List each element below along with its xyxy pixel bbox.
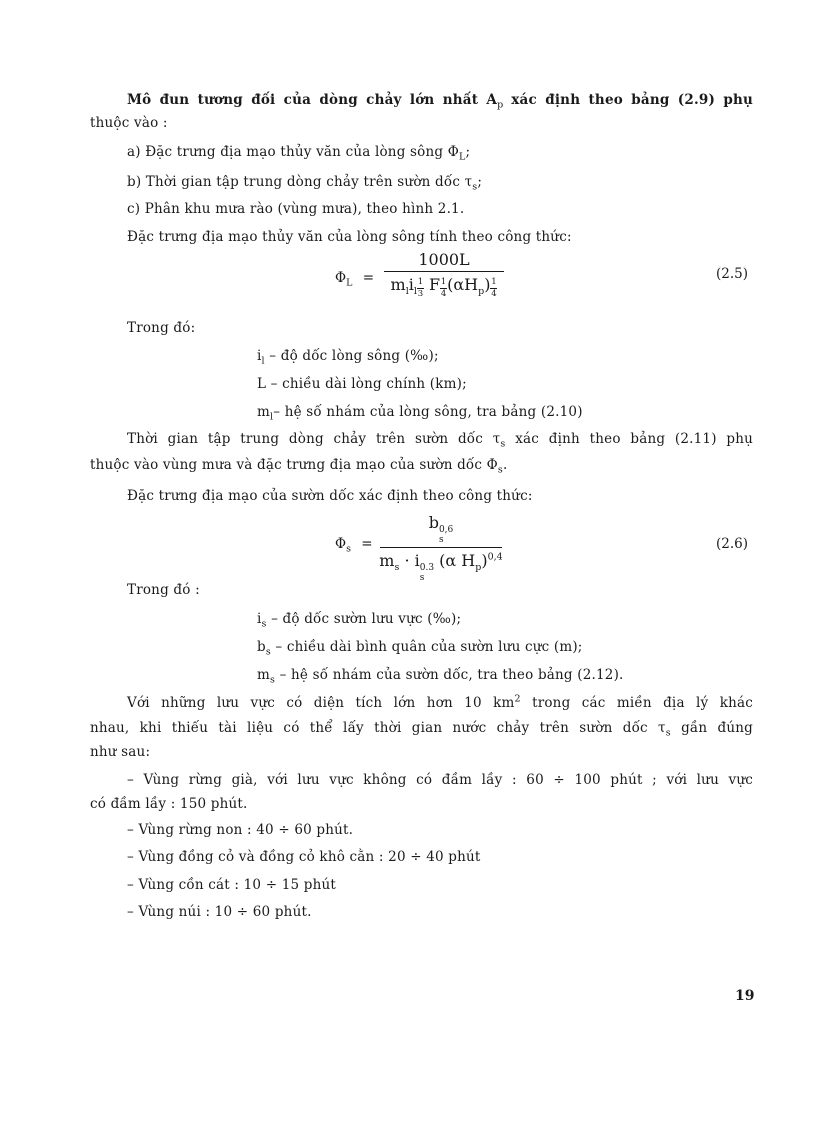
definition-m-s: $m_s$ – hệ số nhám của sườn dốc, tra theo bảng (2.12). — [257, 667, 624, 686]
where-label-2: Trong đó : — [127, 582, 200, 598]
paragraph-3-line-1: Thời gian tập trung dòng chảy trên sườn dốc $\tau_s$ xác định theo bảng (2.11) phụ — [127, 431, 754, 450]
equation-2-6-number: (2.6) — [716, 536, 749, 552]
list-item: – Vùng đồng cỏ và đồng cỏ khô cằn : 20 ÷ 40 phút — [127, 849, 481, 865]
list-item: – Vùng rừng già, với lưu vực không có đầm lầy : 60 ÷ 100 phút ; với lưu vực — [127, 772, 753, 788]
equation-2-6-fraction — [380, 513, 502, 583]
definition-L: L – chiều dài lòng chính (km); — [257, 376, 467, 392]
list-item-continuation: có đầm lầy : 150 phút. — [90, 796, 248, 812]
equation-2-5-fraction — [384, 250, 504, 299]
list-item: – Vùng cồn cát : 10 ÷ 15 phút — [127, 877, 337, 893]
equation-2-5-denominator: $m_li_l$ $\frac{1}{3}$ F $\frac{1}{4}$ $(\alpha H_p)$ $\frac{1}{4}$ — [390, 275, 497, 299]
equation-2-5-numerator: 1000L — [418, 250, 470, 269]
paragraph-3-line-2: thuộc vào vùng mưa và đặc trưng địa mạo của sườn dốc $\Phi_s$. — [90, 457, 508, 476]
exponent-fraction: $\frac{1}{3}$ — [417, 277, 424, 299]
where-label-1: Trong đó: — [127, 320, 196, 336]
item-c: c) Phân khu mưa rào (vùng mưa), theo hình 2.1. — [127, 201, 465, 217]
exponent-fraction: $\frac{1}{4}$ — [491, 277, 497, 299]
list-item: – Vùng rừng non : 40 ÷ 60 phút. — [127, 822, 354, 838]
definition-m-l: $m_l-$ hệ số nhám của lòng sông, tra bảng (2.10) — [257, 404, 583, 423]
definition-b-s: $b_s$ – chiều dài bình quân của sườn lưu cực (m); — [257, 639, 583, 658]
item-a: a) Đặc trưng địa mạo thủy văn của lòng sông $\Phi_L$; — [127, 144, 471, 163]
equation-2-5-lhs: $\Phi_L$ = — [335, 270, 374, 289]
exponent-fraction: $\frac{1}{4}$ — [440, 277, 447, 299]
paragraph-1-line-1: Mô đun tương đối của dòng chảy lớn nhất $A_p$ xác định theo bảng (2.9) phụ — [127, 92, 754, 111]
equation-2-5-number: (2.5) — [716, 266, 749, 282]
definition-i-l: $i_l$ – độ dốc lòng sông (‰); — [257, 348, 439, 367]
equation-2-6-lhs: $\Phi_s$ = — [335, 536, 373, 555]
item-b: b) Thời gian tập trung dòng chảy trên sườn dốc $\tau_s$; — [127, 174, 483, 193]
paragraph-4: Đặc trưng địa mạo của sườn dốc xác định theo công thức: — [127, 488, 533, 504]
paragraph-5-line-3: như sau: — [90, 744, 151, 760]
definition-i-s: $i_s$ – độ dốc sườn lưu vực (‰); — [257, 611, 462, 630]
list-item: – Vùng núi : 10 ÷ 60 phút. — [127, 904, 312, 920]
paragraph-5-line-2: nhau, khi thiếu tài liệu có thể lấy thời gian nước chảy trên sườn dốc $\tau_s$ gần đúng — [90, 720, 753, 739]
page-number: 19 — [735, 988, 755, 1004]
equation-2-6-denominator: $m_s \cdot i$ 0.3 s (α $H_p)^{0,4}$ — [379, 551, 503, 583]
equation-2-6-numerator: b 0,6 s — [428, 513, 454, 545]
paragraph-5-line-1: Với những lưu vực có diện tích lớn hơn 10 $km^2$ trong các miền địa lý khác — [127, 693, 753, 711]
paragraph-1-line-2: thuộc vào : — [90, 115, 168, 131]
paragraph-2: Đặc trưng địa mạo thủy văn của lòng sông tính theo công thức: — [127, 229, 572, 245]
